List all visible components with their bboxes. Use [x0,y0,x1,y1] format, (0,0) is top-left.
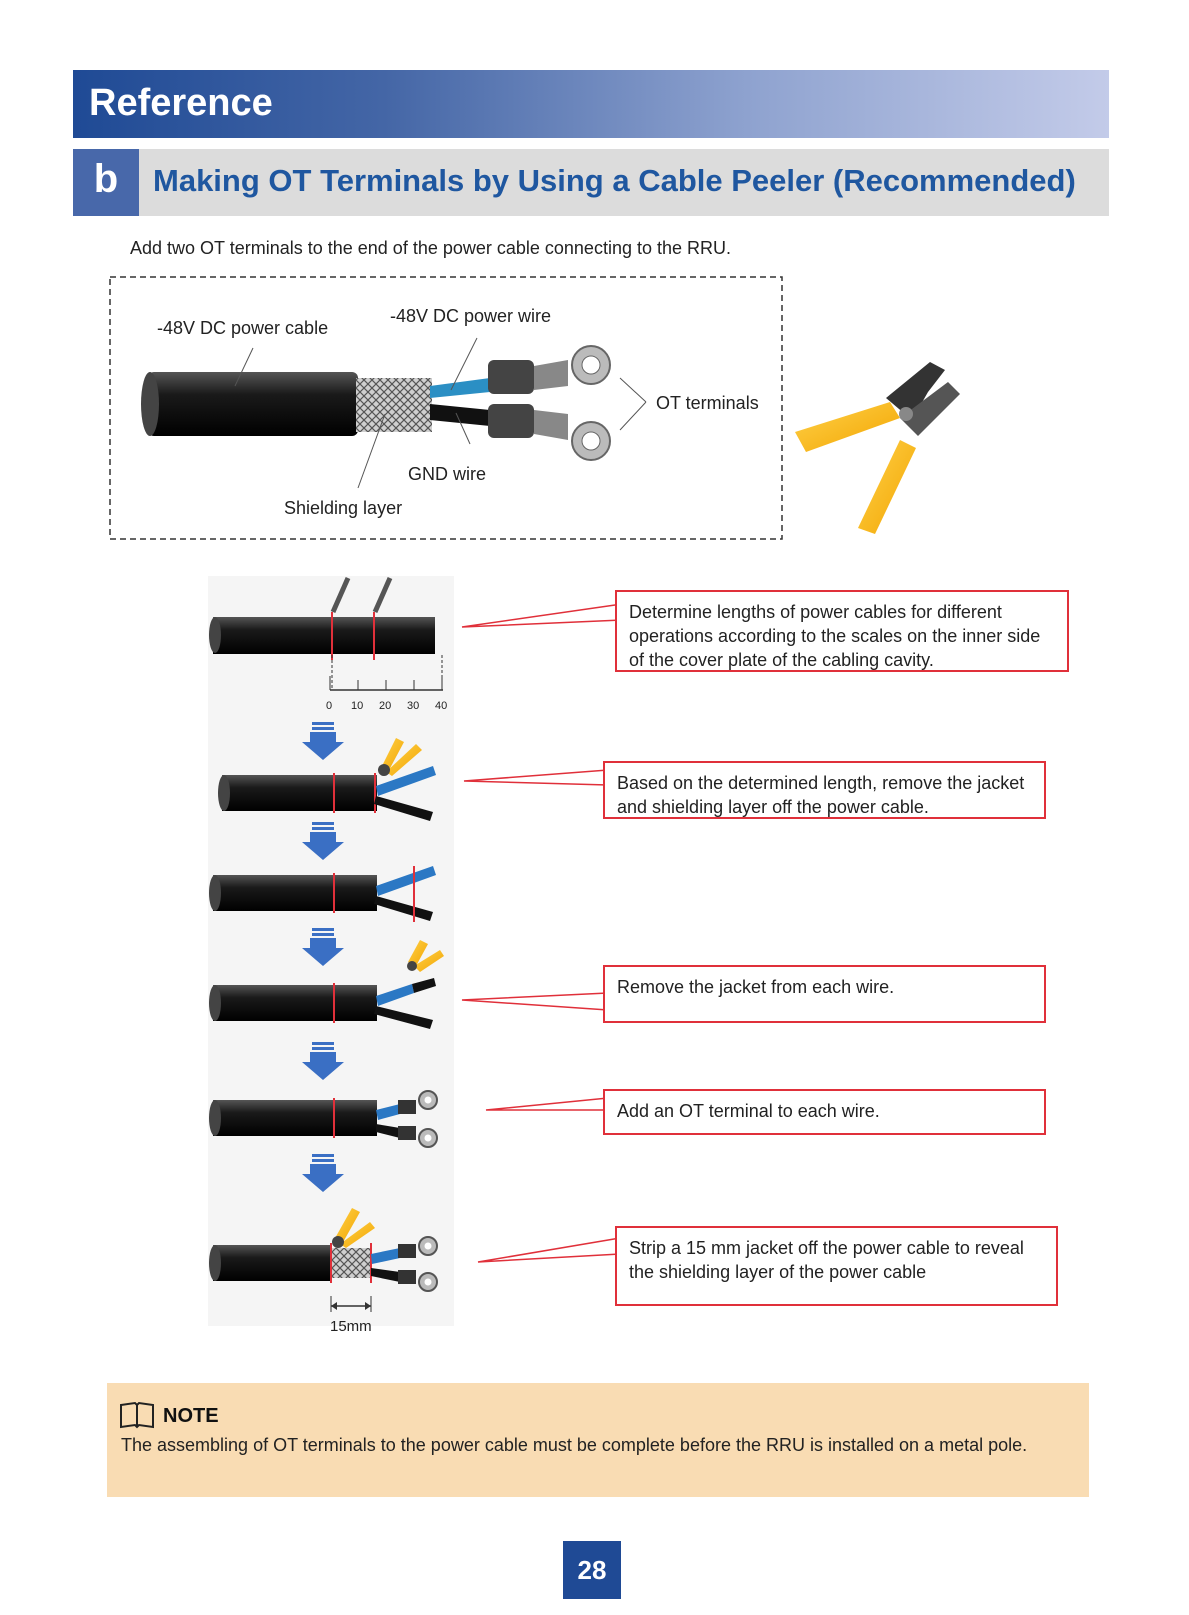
step-3-callout: Remove the jacket from each wire. [603,965,1046,1023]
strip-length-label: 15mm [330,1318,372,1335]
page-number: 28 [563,1541,621,1599]
power-cable-label: -48V DC power cable [157,318,329,338]
step-2-callout: Based on the determined length, remove the jacket and shielding layer off the power cable. [603,761,1046,819]
note-box [107,1383,1089,1497]
step-4-callout: Add an OT terminal to each wire. [603,1089,1046,1135]
step-1-callout: Determine lengths of power cables for different operations according to the scales on the inner side of the cover plate of the cabling cavity. [615,590,1069,672]
book-icon [119,1401,155,1429]
gnd-wire-label: GND wire [408,464,487,484]
ot-terminals-label: OT terminals [656,393,759,413]
scale-tick: 20 [379,700,392,712]
scale-tick: 30 [407,700,420,712]
note-text: The assembling of OT terminals to the power cable must be complete before the RRU is installed on a metal pole. [121,1435,1028,1455]
callout-pointers [462,604,622,1262]
note-title: NOTE [163,1405,219,1427]
power-cable-drawing [141,346,610,460]
section-letter: b [73,149,139,216]
cable-peeler-icon [795,362,960,534]
section-title: Making OT Terminals by Using a Cable Peeler (Recommended) [153,163,1076,198]
step-5-callout: Strip a 15 mm jacket off the power cable to reveal the shielding layer of the power cable [615,1226,1058,1306]
banner-title: Reference [89,82,273,124]
intro-text: Add two OT terminals to the end of the power cable connecting to the RRU. [130,238,731,258]
scale-tick: 0 [326,700,333,712]
scale-tick: 10 [351,700,364,712]
scale-tick: 40 [435,700,448,712]
shielding-layer-label: Shielding layer [284,498,403,518]
power-wire-label: -48V DC power wire [390,306,552,326]
